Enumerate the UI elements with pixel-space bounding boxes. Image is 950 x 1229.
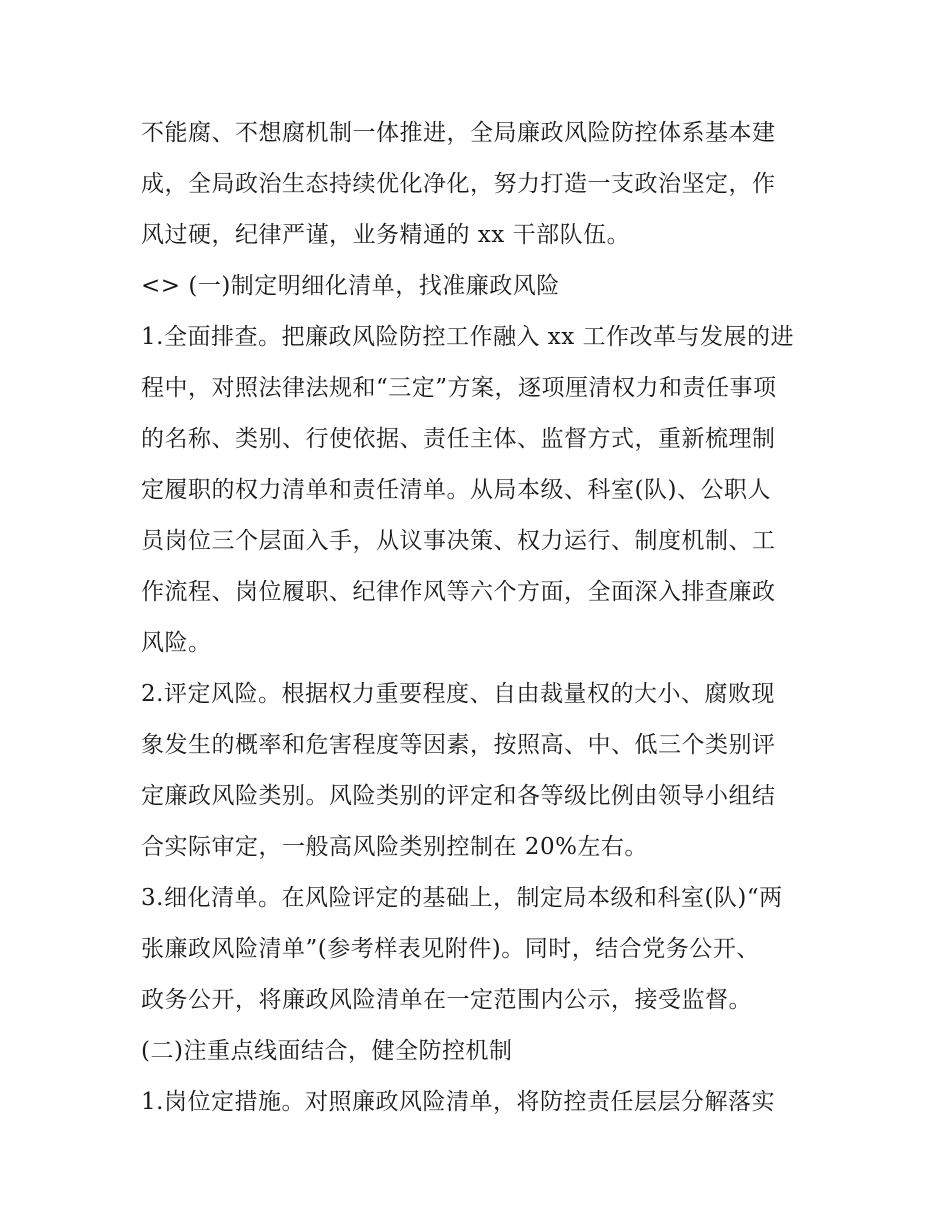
text-line: 成，全局政治生态持续优化净化，努力打造一支政治坚定，作 (141, 171, 776, 197)
text-line: 政务公开，将廉政风险清单在一定范围内公示，接受监督。 (141, 987, 752, 1013)
text-line: 2.评定风险。根据权力重要程度、自由裁量权的大小、腐败现 (141, 681, 775, 707)
text-line: 风险。 (141, 630, 212, 656)
document-body (141, 116, 813, 1136)
text-line: 合实际审定，一般高风险类别控制在 20%左右。 (141, 834, 648, 860)
text-line: 作流程、岗位履职、纪律作风等六个方面，全面深入排查廉政 (141, 579, 776, 605)
text-line: 1.全面排查。把廉政风险防控工作融入 xx 工作改革与发展的进 (141, 324, 795, 350)
section-heading: (二)注重点线面结合，健全防控机制 (141, 1038, 513, 1064)
text-line: 定廉政风险类别。风险类别的评定和各等级比例由领导小组结 (141, 783, 776, 809)
text-line: 的名称、类别、行使依据、责任主体、监督方式，重新梳理制 (141, 426, 776, 452)
text-line: 1.岗位定措施。对照廉政风险清单，将防控责任层层分解落实 (141, 1089, 775, 1115)
section-heading: <> (一)制定明细化清单，找准廉政风险 (141, 273, 560, 299)
text-line: 张廉政风险清单”(参考样表见附件)。同时，结合党务公开、 (141, 936, 760, 962)
text-line: 定履职的权力清单和责任清单。从局本级、科室(队)、公职人 (141, 477, 771, 503)
text-line: 不能腐、不想腐机制一体推进，全局廉政风险防控体系基本建 (141, 120, 776, 146)
text-line: 程中，对照法律法规和“三定”方案，逐项厘清权力和责任事项 (141, 375, 777, 401)
text-line: 员岗位三个层面入手，从议事决策、权力运行、制度机制、工 (141, 528, 776, 554)
text-line: 象发生的概率和危害程度等因素，按照高、中、低三个类别评 (141, 732, 776, 758)
text-line: 风过硬，纪律严谨，业务精通的 xx 干部队伍。 (141, 222, 631, 248)
text-line: 3.细化清单。在风险评定的基础上，制定局本级和科室(队)“两 (141, 885, 783, 911)
